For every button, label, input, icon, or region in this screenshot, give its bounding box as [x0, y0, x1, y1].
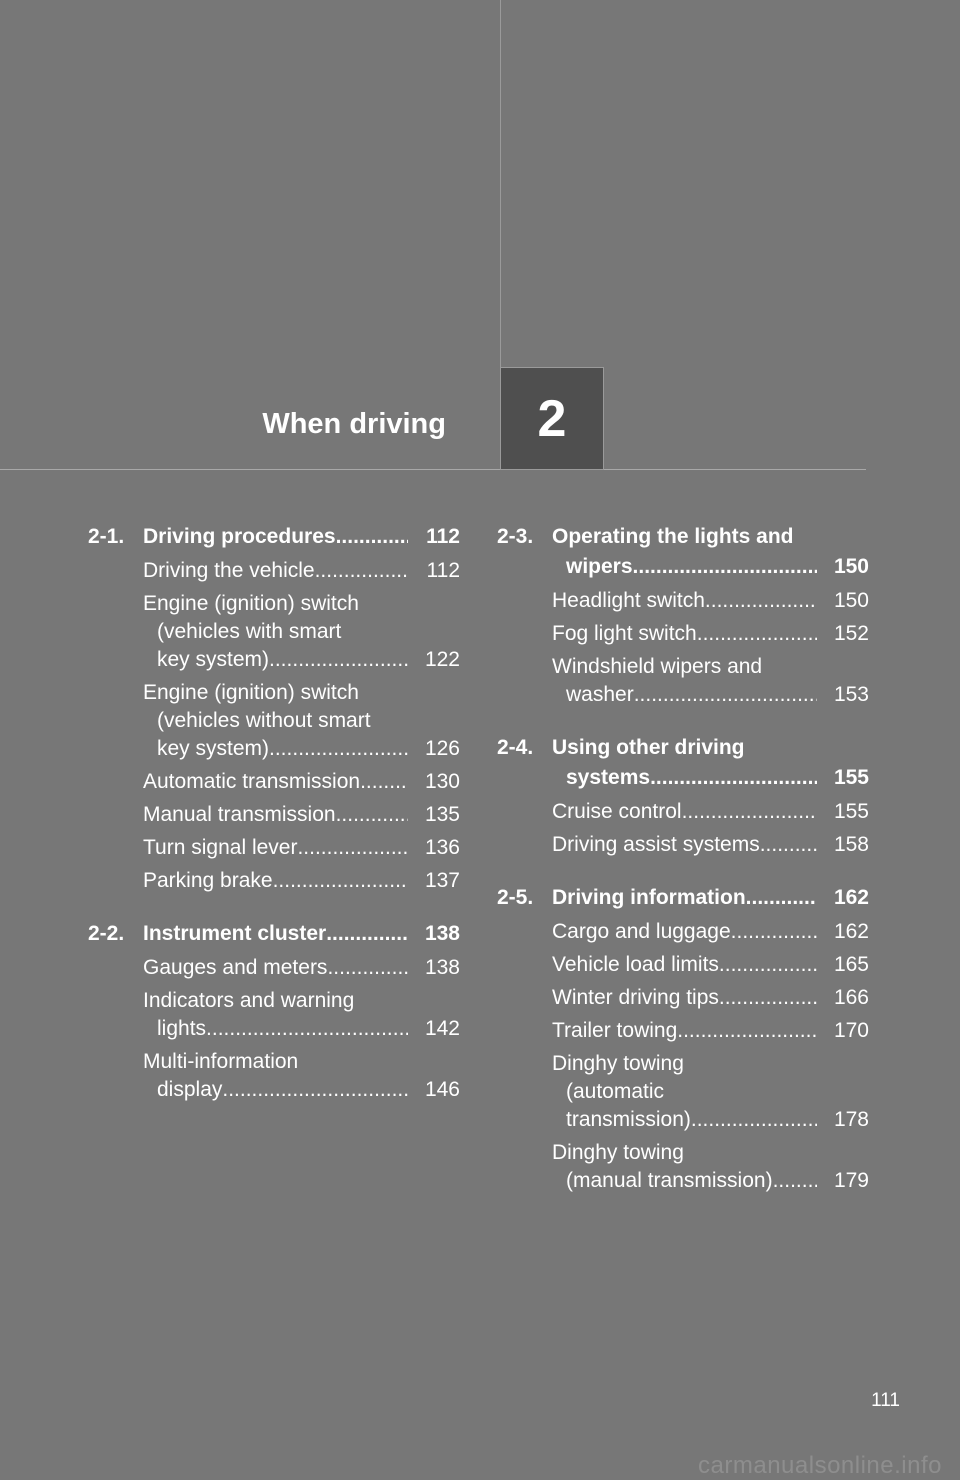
toc-left-column [88, 522, 460, 1128]
section-page: 138 [424, 922, 460, 945]
entry-page: 178 [833, 1108, 869, 1131]
entry-page: 165 [833, 953, 869, 976]
section-page: 112 [426, 525, 460, 548]
entry-text: Parking brake ..... [143, 867, 408, 895]
entry-page: 158 [833, 833, 869, 856]
entry-text: Engine (ignition) switch [143, 681, 359, 704]
entry-text: Multi-information [143, 1050, 299, 1073]
section-title-cont: wipers ..... [552, 552, 817, 582]
toc-entry[interactable] [143, 768, 460, 796]
toc-right-column [497, 522, 869, 1219]
toc-entry[interactable] [143, 867, 460, 895]
header-horizontal-rule [0, 469, 866, 470]
toc-entry[interactable] [552, 1139, 869, 1195]
entry-text: Engine (ignition) switch [143, 592, 359, 615]
entry-text: Gauges and meters ..... [143, 954, 408, 982]
entry-text: Headlight switch ..... [552, 587, 817, 615]
section-heading [497, 733, 869, 793]
section-heading [497, 883, 869, 913]
header-vertical-rule [500, 0, 501, 368]
entry-text: Indicators and warning [143, 989, 355, 1012]
toc-entry[interactable] [552, 798, 869, 826]
section-heading [88, 919, 460, 949]
entry-page: 138 [424, 956, 460, 979]
watermark: carmanualsonline.info [698, 1452, 942, 1479]
toc-entry[interactable] [552, 620, 869, 648]
entry-page: 135 [424, 803, 460, 826]
entry-text-cont: (automatic [566, 1080, 665, 1103]
toc-section-2-4 [497, 733, 869, 859]
entry-text-cont: washer ..... [552, 681, 817, 709]
entry-page: 166 [833, 986, 869, 1009]
section-number: 2-3. [497, 525, 534, 548]
entry-page: 150 [833, 589, 869, 612]
toc-entry[interactable] [552, 951, 869, 979]
entry-text-cont: key system) ..... [143, 646, 408, 674]
entry-text-cont: key system) ..... [143, 735, 408, 763]
toc-entry[interactable] [143, 590, 460, 674]
entry-page: 155 [833, 800, 869, 823]
entry-text-cont: display ..... [143, 1076, 408, 1104]
section-title: Instrument cluster ..... [143, 919, 408, 949]
entry-text: Trailer towing ..... [552, 1017, 817, 1045]
entry-text-cont: (manual transmission) ..... [552, 1167, 817, 1195]
entry-text: Turn signal lever ..... [143, 834, 408, 862]
toc-entry[interactable] [143, 1048, 460, 1104]
entry-text: Vehicle load limits ..... [552, 951, 817, 979]
section-heading [88, 522, 460, 552]
section-title-link[interactable] [552, 522, 869, 582]
entry-page: 152 [833, 622, 869, 645]
toc-entry[interactable] [552, 1017, 869, 1045]
entry-text: Windshield wipers and [552, 655, 763, 678]
section-title: Operating the lights and [552, 525, 794, 548]
entry-text: Dinghy towing [552, 1141, 684, 1164]
entry-text: Winter driving tips ..... [552, 984, 817, 1012]
section-title: Driving information ..... [552, 883, 817, 913]
toc-section-2-2 [88, 919, 460, 1104]
page-number: 111 [871, 1390, 900, 1411]
entry-text: Dinghy towing [552, 1052, 684, 1075]
section-number: 2-2. [88, 922, 125, 945]
section-page: 162 [833, 886, 869, 909]
section-title-link[interactable] [552, 883, 869, 913]
entry-text: Fog light switch ..... [552, 620, 817, 648]
entry-text: Driving the vehicle ..... [143, 557, 408, 585]
toc-entry[interactable] [552, 587, 869, 615]
entry-page: 146 [424, 1078, 460, 1101]
entry-text: Cargo and luggage ..... [552, 918, 817, 946]
toc-entry[interactable] [552, 918, 869, 946]
toc-entry[interactable] [552, 984, 869, 1012]
toc-section-2-3 [497, 522, 869, 709]
entry-page: 162 [833, 920, 869, 943]
section-heading [497, 522, 869, 582]
section-page: 150 [833, 555, 869, 578]
entry-page: 136 [424, 836, 460, 859]
toc-entry[interactable] [143, 679, 460, 763]
entry-page: 122 [424, 648, 460, 671]
toc-section-2-5 [497, 883, 869, 1195]
section-number: 2-1. [88, 525, 125, 548]
chapter-title: When driving [262, 408, 446, 440]
toc-entry[interactable] [143, 557, 460, 585]
section-title-link[interactable] [552, 733, 869, 793]
section-number: 2-4. [497, 736, 534, 759]
toc-entry[interactable] [552, 653, 869, 709]
section-title-link[interactable] [143, 522, 460, 552]
chapter-number-box [500, 367, 604, 470]
toc-entry[interactable] [552, 831, 869, 859]
entry-text: Manual transmission ..... [143, 801, 408, 829]
entry-page: 142 [424, 1017, 460, 1040]
section-page: 155 [833, 766, 869, 789]
entry-page: 170 [833, 1019, 869, 1042]
section-title-cont: systems ..... [552, 763, 817, 793]
section-number: 2-5. [497, 886, 534, 909]
entry-text-cont: (vehicles with smart [157, 620, 342, 643]
entry-page: 137 [424, 869, 460, 892]
toc-entry[interactable] [143, 954, 460, 982]
entry-page: 179 [833, 1169, 869, 1192]
entry-page: 126 [424, 737, 460, 760]
entry-page: 112 [426, 559, 460, 582]
toc-entry[interactable] [143, 801, 460, 829]
entry-text: Cruise control ..... [552, 798, 817, 826]
entry-text-cont: lights ..... [143, 1015, 408, 1043]
entry-page: 130 [424, 770, 460, 793]
entry-text: Automatic transmission ..... [143, 768, 408, 796]
entry-page: 153 [833, 683, 869, 706]
section-title-link[interactable] [143, 919, 460, 949]
toc-entry[interactable] [143, 987, 460, 1043]
section-title: Driving procedures ..... [143, 522, 408, 552]
chapter-number: 2 [537, 389, 567, 448]
toc-entry[interactable] [143, 834, 460, 862]
toc-section-2-1 [88, 522, 460, 895]
section-title: Using other driving [552, 736, 745, 759]
entry-text-cont: transmission) ..... [552, 1106, 817, 1134]
entry-text: Driving assist systems ..... [552, 831, 817, 859]
entry-text-cont: (vehicles without smart [157, 709, 371, 732]
toc-entry[interactable] [552, 1050, 869, 1134]
